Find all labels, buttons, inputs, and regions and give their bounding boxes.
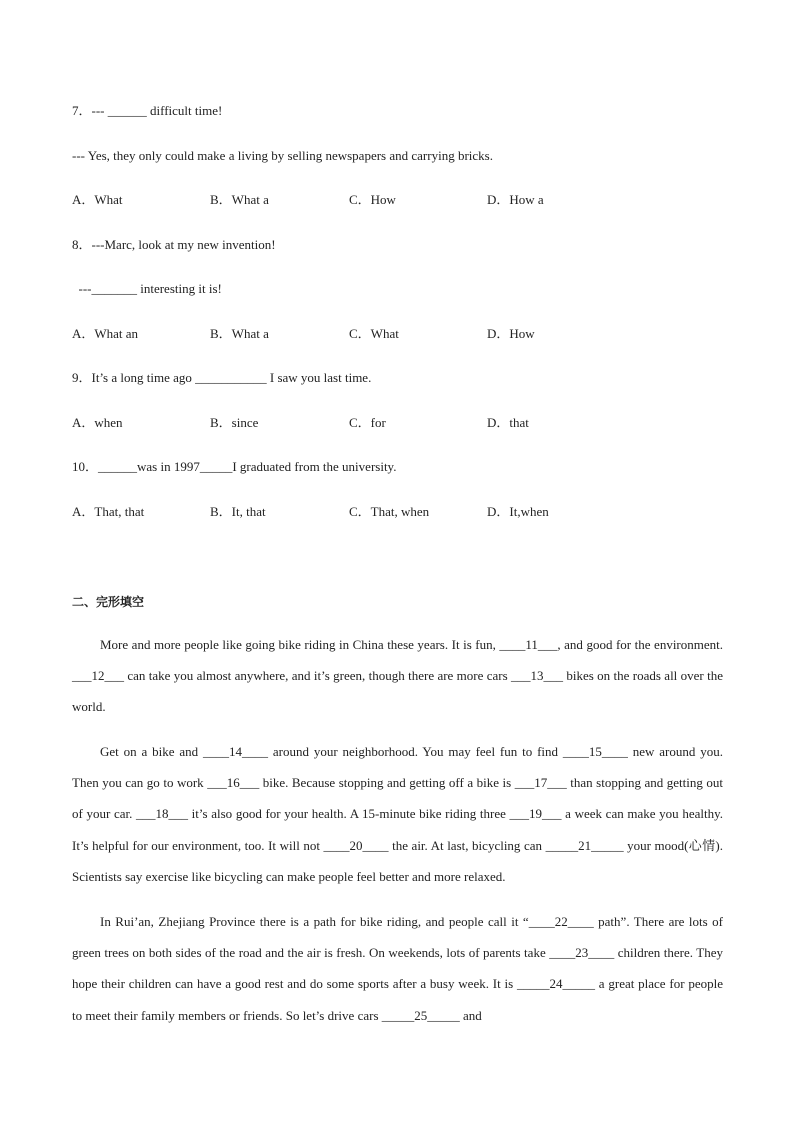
option-b[interactable]: B．What a (210, 326, 269, 341)
q8-stem: 8．---Marc, look at my new invention! (72, 237, 276, 252)
option-b[interactable]: B．It, that (210, 504, 266, 519)
option-a[interactable]: A．when (72, 415, 123, 430)
q10-stem: 10．______was in 1997_____I graduated from the university. (72, 459, 397, 474)
option-c[interactable]: C．That, when (349, 504, 430, 519)
q9-stem: 9．It’s a long time ago ___________ I saw you last time. (72, 370, 372, 385)
option-b[interactable]: B．since (210, 415, 259, 430)
option-a[interactable]: A．That, that (72, 504, 145, 519)
option-c[interactable]: C．How (349, 192, 396, 207)
option-c[interactable]: C．for (349, 415, 386, 430)
option-a[interactable]: A．What (72, 192, 123, 207)
q7-reply: --- Yes, they only could make a living by selling newspapers and carrying bricks. (72, 148, 493, 163)
q9-options (72, 415, 722, 431)
section-heading: 二、完形填空 (72, 595, 145, 609)
q8-reply: ---_______ interesting it is! (72, 281, 222, 296)
q7-options (72, 192, 722, 208)
cloze-paragraph-2: Get on a bike and ____14____ around your neighborhood. You may feel fun to find ____15____ new around you. Then you can go to work ___16___ bike. Because stopping and getting off a bike is ___17___ than stopping and getting out of your car. ___18___ it’s also good for your health. A 15-minute bike riding three ___19___ a week can make you healthy. It’s helpful for our environment, too. It will not ____20____ the air. At last, bicycling can _____21_____ your mood(心情). Scientists say exercise like bicycling can make people feel better and more relaxed. (72, 744, 723, 884)
q7-stem: 7．--- ______ difficult time! (72, 103, 223, 118)
option-c[interactable]: C．What (349, 326, 399, 341)
option-b[interactable]: B．What a (210, 192, 269, 207)
option-d[interactable]: D．It,when (487, 504, 549, 519)
cloze-paragraph-1: More and more people like going bike riding in China these years. It is fun, ____11___, and good for the environment. ___12___ can take you almost anywhere, and it’s green, though there are more cars ___13___ bikes on the roads all over the world. (72, 637, 723, 715)
option-d[interactable]: D．that (487, 415, 529, 430)
option-d[interactable]: D．How a (487, 192, 544, 207)
q8-options (72, 326, 722, 342)
option-d[interactable]: D．How (487, 326, 535, 341)
option-a[interactable]: A．What an (72, 326, 139, 341)
cloze-paragraph-3: In Rui’an, Zhejiang Province there is a path for bike riding, and people call it “____22____ path”. There are lots of green trees on both sides of the road and the air is fresh. On weekends, lots of parents take ____23____ children there. They hope their children can have a good rest and do some sports after a busy week. It is _____24_____ a great place for people to meet their family members or friends. So let’s drive cars _____25_____ and (72, 914, 723, 1023)
q10-options (72, 504, 722, 520)
